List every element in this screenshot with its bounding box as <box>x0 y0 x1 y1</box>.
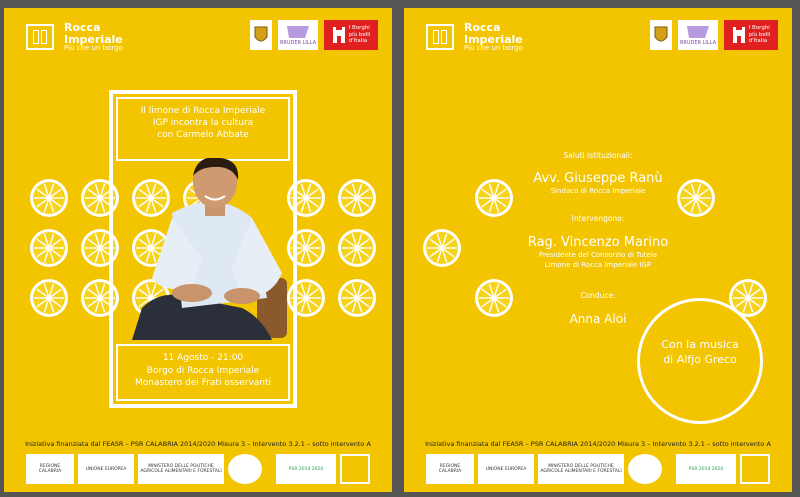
speaker2-name: Rag. Vincenzo Marino <box>527 235 669 250</box>
poster-left <box>4 8 392 492</box>
castle-icon <box>332 26 346 44</box>
psr-logo: PSR 2014 2020 <box>276 454 336 484</box>
event-title-line1: Il limone di Rocca Imperiale <box>140 106 266 116</box>
borghi-badge <box>724 20 778 50</box>
intervengono-label: Intervengono: <box>571 214 625 223</box>
tower-icon <box>740 454 770 484</box>
rocca-imperiale-logo <box>426 22 523 52</box>
ue-logo: UNIONE EUROPEA <box>78 454 134 484</box>
brand-name-line1: Rocca <box>64 21 101 34</box>
lemon-slice-icon <box>337 178 377 218</box>
round-logo-icon <box>628 454 662 484</box>
brand-tagline: Più che un borgo <box>64 44 123 53</box>
event-venue-line2: Monastero dei Frati osservanti <box>134 378 272 389</box>
poster-right <box>404 8 792 492</box>
lemon-slice-icon <box>29 278 69 318</box>
brand-badge <box>678 20 718 50</box>
conduce-label: Conduce: <box>580 291 616 300</box>
brand-badge-text: BRUDER LILLA <box>679 40 716 46</box>
funding-text: Iniziativa finanziata dal FEASR – PSR CALABRIA 2014/2020 Misura 3 – Intervento 3.2.1 – sotto intervento A <box>25 440 371 448</box>
footer-logos <box>426 454 770 484</box>
speaker2-role2: Limone di Rocca Imperiale IGP <box>544 261 652 269</box>
castle-icon <box>732 26 746 44</box>
borghi-line3: d'Italia <box>348 38 368 45</box>
borghi-line2: più belli <box>748 31 771 38</box>
saluti-label: Saluti istituzionali: <box>563 151 633 160</box>
event-venue-line1: Borgo di Rocca Imperiale <box>146 365 260 376</box>
event-title-line2: IGP incontra la cultura <box>152 118 254 129</box>
funding-text: Iniziativa finanziata dal FEASR – PSR CALABRIA 2014/2020 Misura 3 – Intervento 3.2.1 – sotto intervento A <box>425 440 771 448</box>
rocca-imperiale-logo <box>26 22 123 52</box>
event-date-box <box>116 344 290 401</box>
ministero-logo: MINISTERO DELLE POLITICHE AGRICOLE ALIMENTARI E FORESTALI <box>538 454 624 484</box>
crest-icon <box>250 20 272 50</box>
brand-name-line1: Rocca <box>464 21 501 34</box>
host-name: Anna Aloi <box>569 312 627 326</box>
round-logo-icon <box>228 454 262 484</box>
borghi-badge <box>324 20 378 50</box>
ministero-logo: MINISTERO DELLE POLITICHE AGRICOLE ALIMENTARI E FORESTALI <box>138 454 224 484</box>
top-badges <box>250 20 378 50</box>
crest-icon <box>650 20 672 50</box>
top-badges <box>650 20 778 50</box>
psr-logo: PSR 2014 2020 <box>676 454 736 484</box>
lemon-slice-icon <box>337 278 377 318</box>
event-title-line3: con Carmelo Abbate <box>157 130 249 141</box>
borghi-line2: più belli <box>348 31 371 38</box>
speaker1-name: Avv. Giuseppe Ranù <box>533 171 663 186</box>
brand-name-line2: Imperiale <box>464 32 523 46</box>
regione-logo: REGIONE CALABRIA <box>426 454 474 484</box>
speaker1-role: Sindaco di Rocca Imperiale <box>550 187 646 195</box>
lemon-slice-icon <box>29 228 69 268</box>
music-line1: Con la musica <box>661 338 739 351</box>
lemon-slice-icon <box>337 228 377 268</box>
footer-logos <box>26 454 370 484</box>
borghi-line3: d'Italia <box>748 38 768 45</box>
music-text <box>637 338 763 368</box>
regione-logo: REGIONE CALABRIA <box>26 454 74 484</box>
tower-icon <box>426 24 454 50</box>
brand-name-line2: Imperiale <box>64 32 123 46</box>
borghi-line1: I Borghi <box>348 25 370 32</box>
tower-icon <box>340 454 370 484</box>
brand-tagline: Più che un borgo <box>464 44 523 53</box>
lemon-slice-icon <box>29 178 69 218</box>
brand-badge-text: BRUDER LILLA <box>279 40 316 46</box>
speaker2-role1: Presidente del Consorzio di Tutela <box>538 251 658 259</box>
borghi-line1: I Borghi <box>748 25 770 32</box>
event-title-box <box>116 97 290 161</box>
tower-icon <box>26 24 54 50</box>
speaker-portrait <box>132 158 298 340</box>
brand-badge <box>278 20 318 50</box>
music-line2: di Alfjo Greco <box>663 352 737 366</box>
event-date: 11 Agosto - 21:00 <box>162 353 244 363</box>
ue-logo: UNIONE EUROPEA <box>478 454 534 484</box>
